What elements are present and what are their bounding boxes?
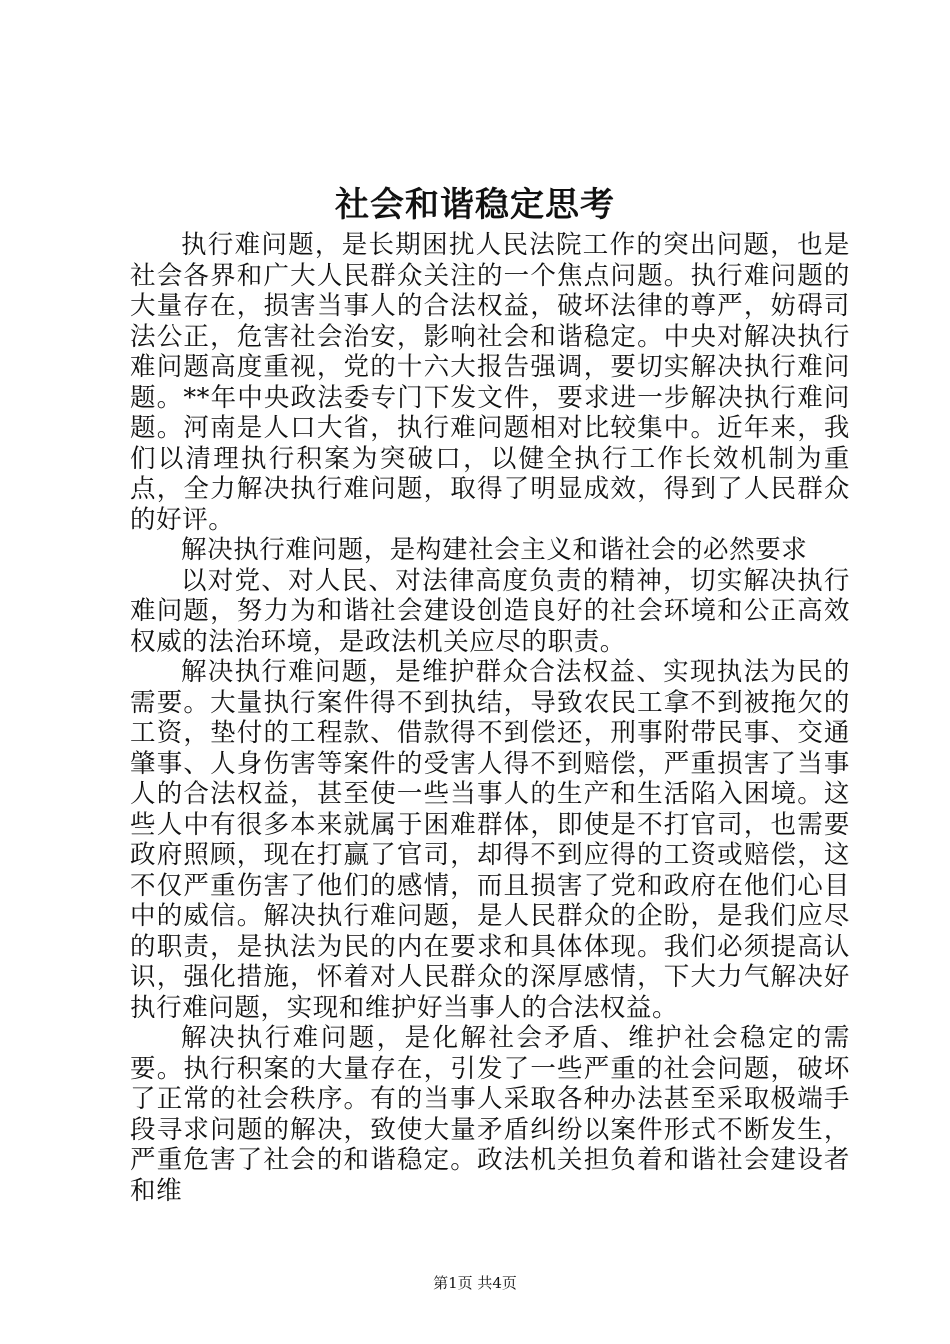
page-number-footer: 第1页 共4页 (433, 1274, 517, 1292)
paragraph: 解决执行难问题，是维护群众合法权益、实现执法为民的需要。大量执行案件得不到执结，导致农民工拿不到被拖欠的工资，垫付的工程款、借款得不到偿还，刑事附带民事、交通肇事、人身伤害等案件的受害人得不到赔偿，严重损害了当事人的合法权益，甚至使一些当事人的生产和生活陷入困境。这些人中有很多本来就属于困难群体，即使是不打官司，也需要政府照顾，现在打赢了官司，却得不到应得的工资或赔偿，这不仅严重伤害了他们的感情，而且损害了党和政府在他们心目中的威信。解决执行难问题，是人民群众的企盼，是我们应尽的职责，是执法为民的内在要求和具体体现。我们必须提高认识，强化措施，怀着对人民群众的深厚感情，下大力气解决好执行难问题，实现和维护好当事人的合法权益。 (130, 657, 850, 1023)
paragraph: 以对党、对人民、对法律高度负责的精神，切实解决执行难问题，努力为和谐社会建设创造良好的社会环境和公正高效权威的法治环境，是政法机关应尽的职责。 (130, 565, 850, 657)
paragraph: 执行难问题，是长期困扰人民法院工作的突出问题，也是社会各界和广大人民群众关注的一个焦点问题。执行难问题的大量存在，损害当事人的合法权益，破坏法律的尊严，妨碍司法公正，危害社会治安，影响社会和谐稳定。中央对解决执行难问题高度重视，党的十六大报告强调，要切实解决执行难问题。**年中央政法委专门下发文件，要求进一步解决执行难问题。河南是人口大省，执行难问题相对比较集中。近年来，我们以清理执行积案为突破口，以健全执行工作长效机制为重点，全力解决执行难问题，取得了明显成效，得到了人民群众的好评。 (130, 230, 850, 535)
paragraph: 解决执行难问题，是化解社会矛盾、维护社会稳定的需要。执行积案的大量存在，引发了一些严重的社会问题，破坏了正常的社会秩序。有的当事人采取各种办法甚至采取极端手段寻求问题的解决，致使大量矛盾纠纷以案件形式不断发生，严重危害了社会的和谐稳定。政法机关担负着和谐社会建设者和维 (130, 1023, 850, 1206)
document-title: 社会和谐稳定思考 (335, 185, 615, 225)
document-body (130, 230, 850, 1206)
section-heading: 解决执行难问题，是构建社会主义和谐社会的必然要求 (181, 535, 808, 565)
